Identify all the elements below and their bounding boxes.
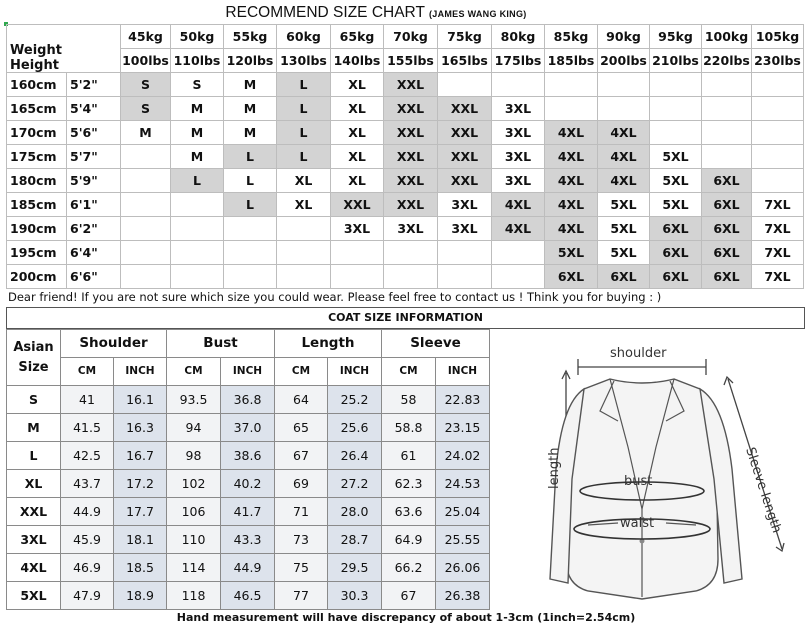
size-cell: 5XL xyxy=(598,241,650,265)
unit-header: INCH xyxy=(114,358,167,386)
measurement-cell: 41.5 xyxy=(61,414,114,442)
size-cell: 4XL xyxy=(545,193,598,217)
measurement-cell: 47.9 xyxy=(61,582,114,610)
measurement-cell: 67 xyxy=(382,582,436,610)
size-cell: L xyxy=(277,121,331,145)
measurement-cell: 94 xyxy=(167,414,221,442)
size-cell: XXL xyxy=(438,145,492,169)
asian-size-cell: L xyxy=(7,442,61,470)
size-cell: S xyxy=(121,73,171,97)
size-cell: 4XL xyxy=(492,193,545,217)
size-cell: M xyxy=(171,145,224,169)
measurement-cell: 26.06 xyxy=(436,554,490,582)
size-cell xyxy=(702,121,752,145)
kg-header-cell: 50kg xyxy=(171,25,224,49)
height-row xyxy=(7,121,804,145)
contact-note: Dear friend! If you are not sure which size you could wear. Please feel free to contact us ! Think you for buying : ) xyxy=(8,290,662,304)
measurement-cell: 38.6 xyxy=(221,442,275,470)
measurement-cell: 41 xyxy=(61,386,114,414)
height-cm-cell: 195cm xyxy=(7,241,67,265)
lbs-header-cell: 155lbs xyxy=(384,49,438,73)
lbs-header-cell: 220lbs xyxy=(702,49,752,73)
height-ft-cell: 5'4" xyxy=(67,97,121,121)
size-cell: XL xyxy=(277,193,331,217)
coat-size-row xyxy=(7,470,490,498)
height-row xyxy=(7,217,804,241)
height-cm-cell: 185cm xyxy=(7,193,67,217)
chart-title xyxy=(0,2,752,24)
size-cell: XXL xyxy=(384,193,438,217)
measurement-cell: 18.9 xyxy=(114,582,167,610)
measurement-cell: 17.2 xyxy=(114,470,167,498)
size-cell: 3XL xyxy=(492,97,545,121)
measurement-cell: 22.83 xyxy=(436,386,490,414)
measurement-cell: 40.2 xyxy=(221,470,275,498)
chart-title-brand: (JAMES WANG KING) xyxy=(428,9,527,19)
size-cell: M xyxy=(121,121,171,145)
size-cell xyxy=(331,265,384,289)
size-cell: M xyxy=(224,73,277,97)
size-cell: XXL xyxy=(384,169,438,193)
measurement-cell: 44.9 xyxy=(221,554,275,582)
size-cell: 6XL xyxy=(702,265,752,289)
height-cm-cell: 160cm xyxy=(7,73,67,97)
measure-group-header: Length xyxy=(275,330,382,358)
size-cell: 7XL xyxy=(752,193,804,217)
measurement-cell: 41.7 xyxy=(221,498,275,526)
size-cell: 6XL xyxy=(702,193,752,217)
measurement-cell: 16.7 xyxy=(114,442,167,470)
height-ft-cell: 6'6" xyxy=(67,265,121,289)
kg-header-cell: 105kg xyxy=(752,25,804,49)
measurement-cell: 23.15 xyxy=(436,414,490,442)
measurement-cell: 36.8 xyxy=(221,386,275,414)
size-cell: 3XL xyxy=(492,169,545,193)
measurement-cell: 75 xyxy=(275,554,328,582)
measurement-cell: 110 xyxy=(167,526,221,554)
size-cell xyxy=(598,73,650,97)
asian-size-cell: XL xyxy=(7,470,61,498)
size-cell: 3XL xyxy=(492,145,545,169)
size-cell xyxy=(277,217,331,241)
size-cell xyxy=(171,265,224,289)
size-cell xyxy=(438,241,492,265)
height-row xyxy=(7,73,804,97)
height-ft-cell: 5'2" xyxy=(67,73,121,97)
size-cell: XXL xyxy=(438,121,492,145)
coat-group-row xyxy=(7,330,490,358)
coat-size-info-title: COAT SIZE INFORMATION xyxy=(6,307,805,329)
kg-header-cell: 95kg xyxy=(650,25,702,49)
unit-header: INCH xyxy=(328,358,382,386)
size-cell: 3XL xyxy=(492,121,545,145)
measurement-cell: 65 xyxy=(275,414,328,442)
asian-size-cell: 4XL xyxy=(7,554,61,582)
coat-size-row xyxy=(7,554,490,582)
lbs-header-cell: 110lbs xyxy=(171,49,224,73)
height-ft-cell: 5'6" xyxy=(67,121,121,145)
size-cell xyxy=(171,193,224,217)
lbs-header-cell: 185lbs xyxy=(545,49,598,73)
lbs-header-cell: 230lbs xyxy=(752,49,804,73)
size-cell: 4XL xyxy=(598,145,650,169)
size-cell: 3XL xyxy=(384,217,438,241)
weight-header-cell xyxy=(7,25,121,73)
coat-size-row xyxy=(7,414,490,442)
kg-header-cell: 55kg xyxy=(224,25,277,49)
unit-header: INCH xyxy=(436,358,490,386)
size-cell xyxy=(277,241,331,265)
size-cell: 6XL xyxy=(545,265,598,289)
measurement-cell: 29.5 xyxy=(328,554,382,582)
size-cell xyxy=(277,265,331,289)
recommend-size-table xyxy=(6,24,804,289)
unit-header: CM xyxy=(167,358,221,386)
size-cell xyxy=(171,241,224,265)
size-cell xyxy=(121,145,171,169)
size-cell: 4XL xyxy=(545,169,598,193)
size-cell: 3XL xyxy=(331,217,384,241)
size-cell: M xyxy=(171,97,224,121)
kg-header-cell: 80kg xyxy=(492,25,545,49)
size-cell xyxy=(384,241,438,265)
size-cell: XXL xyxy=(384,121,438,145)
size-cell xyxy=(384,265,438,289)
size-cell: XXL xyxy=(331,193,384,217)
size-cell: XXL xyxy=(384,97,438,121)
kg-header-cell: 100kg xyxy=(702,25,752,49)
size-cell: S xyxy=(121,97,171,121)
lbs-header-cell: 120lbs xyxy=(224,49,277,73)
height-ft-cell: 5'9" xyxy=(67,169,121,193)
size-cell: 7XL xyxy=(752,217,804,241)
size-cell xyxy=(492,265,545,289)
lbs-header-cell: 130lbs xyxy=(277,49,331,73)
size-cell: 3XL xyxy=(438,193,492,217)
kg-header-cell: 90kg xyxy=(598,25,650,49)
size-cell: L xyxy=(224,169,277,193)
height-row xyxy=(7,241,804,265)
lbs-header-cell: 175lbs xyxy=(492,49,545,73)
measurement-cell: 102 xyxy=(167,470,221,498)
size-cell: 4XL xyxy=(492,217,545,241)
asian-size-header xyxy=(7,330,61,386)
weight-lbs-row xyxy=(7,49,804,73)
size-cell: 5XL xyxy=(545,241,598,265)
height-row xyxy=(7,97,804,121)
measurement-cell: 28.7 xyxy=(328,526,382,554)
measurement-cell: 98 xyxy=(167,442,221,470)
size-cell xyxy=(752,73,804,97)
lbs-header-cell: 165lbs xyxy=(438,49,492,73)
coat-size-row xyxy=(7,386,490,414)
size-label: Size xyxy=(18,359,49,375)
kg-header-cell: 85kg xyxy=(545,25,598,49)
measurement-cell: 62.3 xyxy=(382,470,436,498)
size-cell: 6XL xyxy=(702,169,752,193)
height-cm-cell: 165cm xyxy=(7,97,67,121)
lbs-header-cell: 140lbs xyxy=(331,49,384,73)
measurement-cell: 93.5 xyxy=(167,386,221,414)
coat-size-row xyxy=(7,526,490,554)
measurement-cell: 114 xyxy=(167,554,221,582)
unit-header: CM xyxy=(275,358,328,386)
size-cell xyxy=(438,265,492,289)
measurement-cell: 64.9 xyxy=(382,526,436,554)
size-cell: 5XL xyxy=(598,193,650,217)
kg-header-cell: 45kg xyxy=(121,25,171,49)
size-cell: M xyxy=(224,97,277,121)
measurement-cell: 24.02 xyxy=(436,442,490,470)
size-cell: S xyxy=(171,73,224,97)
size-cell xyxy=(492,73,545,97)
kg-header-cell: 75kg xyxy=(438,25,492,49)
kg-header-cell: 65kg xyxy=(331,25,384,49)
height-cm-cell: 175cm xyxy=(7,145,67,169)
size-cell: 4XL xyxy=(545,145,598,169)
measurement-cell: 71 xyxy=(275,498,328,526)
height-ft-cell: 6'2" xyxy=(67,217,121,241)
size-cell: 6XL xyxy=(650,217,702,241)
sleeve-length-label: Sleeve length xyxy=(742,445,785,535)
height-cm-cell: 180cm xyxy=(7,169,67,193)
size-cell xyxy=(224,241,277,265)
coat-size-row xyxy=(7,582,490,610)
size-cell xyxy=(224,217,277,241)
size-cell: XL xyxy=(331,73,384,97)
coat-unit-row xyxy=(7,358,490,386)
size-cell xyxy=(545,73,598,97)
size-cell xyxy=(171,217,224,241)
size-cell xyxy=(650,121,702,145)
size-cell xyxy=(702,145,752,169)
measurement-cell: 25.55 xyxy=(436,526,490,554)
size-cell: 3XL xyxy=(438,217,492,241)
size-cell: L xyxy=(277,73,331,97)
lbs-header-cell: 100lbs xyxy=(121,49,171,73)
measurement-cell: 66.2 xyxy=(382,554,436,582)
measurement-cell: 30.3 xyxy=(328,582,382,610)
measurement-cell: 16.3 xyxy=(114,414,167,442)
measurement-cell: 26.4 xyxy=(328,442,382,470)
size-cell xyxy=(438,73,492,97)
size-cell xyxy=(121,265,171,289)
measurement-cell: 73 xyxy=(275,526,328,554)
size-cell xyxy=(224,265,277,289)
asian-size-cell: S xyxy=(7,386,61,414)
measurement-cell: 25.6 xyxy=(328,414,382,442)
height-ft-cell: 5'7" xyxy=(67,145,121,169)
measurement-cell: 27.2 xyxy=(328,470,382,498)
asian-label: Asian xyxy=(13,339,54,355)
measurement-cell: 44.9 xyxy=(61,498,114,526)
measurement-cell: 58.8 xyxy=(382,414,436,442)
measurement-disclaimer: Hand measurement will have discrepancy of about 1-3cm (1inch=2.54cm) xyxy=(176,611,636,624)
size-cell: 4XL xyxy=(598,121,650,145)
size-cell xyxy=(752,121,804,145)
size-cell xyxy=(752,169,804,193)
size-cell: 6XL xyxy=(702,217,752,241)
size-cell: XXL xyxy=(438,97,492,121)
measurement-cell: 106 xyxy=(167,498,221,526)
waist-label: waist xyxy=(620,516,655,531)
measurement-cell: 45.9 xyxy=(61,526,114,554)
measurement-cell: 46.9 xyxy=(61,554,114,582)
size-cell: L xyxy=(277,97,331,121)
size-cell xyxy=(650,97,702,121)
size-cell xyxy=(331,241,384,265)
height-row xyxy=(7,169,804,193)
size-cell: 5XL xyxy=(650,145,702,169)
size-cell xyxy=(752,145,804,169)
size-cell xyxy=(545,97,598,121)
height-cm-cell: 170cm xyxy=(7,121,67,145)
coat-size-row xyxy=(7,498,490,526)
measurement-cell: 61 xyxy=(382,442,436,470)
measurement-cell: 46.5 xyxy=(221,582,275,610)
jacket-measurement-diagram xyxy=(492,329,802,606)
size-cell: L xyxy=(277,145,331,169)
bust-label: bust xyxy=(624,474,653,489)
size-cell: L xyxy=(171,169,224,193)
size-cell: 5XL xyxy=(650,169,702,193)
height-cm-cell: 200cm xyxy=(7,265,67,289)
unit-header: CM xyxy=(382,358,436,386)
size-cell: L xyxy=(224,193,277,217)
measurement-cell: 77 xyxy=(275,582,328,610)
height-label: Height xyxy=(10,58,59,73)
asian-size-cell: XXL xyxy=(7,498,61,526)
size-cell: 4XL xyxy=(545,121,598,145)
measure-group-header: Sleeve xyxy=(382,330,490,358)
size-cell xyxy=(650,73,702,97)
measurement-cell: 64 xyxy=(275,386,328,414)
size-cell: M xyxy=(224,121,277,145)
asian-size-cell: 3XL xyxy=(7,526,61,554)
measurement-cell: 24.53 xyxy=(436,470,490,498)
height-ft-cell: 6'1" xyxy=(67,193,121,217)
size-cell: XL xyxy=(331,121,384,145)
height-row xyxy=(7,265,804,289)
measurement-cell: 67 xyxy=(275,442,328,470)
size-cell: L xyxy=(224,145,277,169)
size-cell xyxy=(752,97,804,121)
size-cell: XXL xyxy=(438,169,492,193)
size-cell xyxy=(121,241,171,265)
measurement-cell: 63.6 xyxy=(382,498,436,526)
shoulder-label: shoulder xyxy=(610,346,667,361)
asian-size-cell: 5XL xyxy=(7,582,61,610)
size-cell: 7XL xyxy=(752,241,804,265)
chart-title-main: RECOMMEND SIZE CHART xyxy=(225,4,425,21)
measurement-cell: 18.5 xyxy=(114,554,167,582)
size-cell: 5XL xyxy=(598,217,650,241)
length-label: length xyxy=(547,447,562,489)
size-cell xyxy=(702,73,752,97)
size-cell: 6XL xyxy=(598,265,650,289)
kg-header-cell: 70kg xyxy=(384,25,438,49)
size-cell: 5XL xyxy=(650,193,702,217)
size-cell: M xyxy=(171,121,224,145)
measure-group-header: Bust xyxy=(167,330,275,358)
unit-header: CM xyxy=(61,358,114,386)
measurement-cell: 28.0 xyxy=(328,498,382,526)
size-cell: XXL xyxy=(384,145,438,169)
size-cell: 4XL xyxy=(598,169,650,193)
height-row xyxy=(7,193,804,217)
size-cell xyxy=(492,241,545,265)
size-cell: 6XL xyxy=(702,241,752,265)
lbs-header-cell: 210lbs xyxy=(650,49,702,73)
height-ft-cell: 6'4" xyxy=(67,241,121,265)
height-row xyxy=(7,145,804,169)
measurement-cell: 26.38 xyxy=(436,582,490,610)
measurement-cell: 18.1 xyxy=(114,526,167,554)
measurement-cell: 58 xyxy=(382,386,436,414)
height-cm-cell: 190cm xyxy=(7,217,67,241)
size-cell: XXL xyxy=(384,73,438,97)
size-cell xyxy=(121,193,171,217)
size-cell xyxy=(121,169,171,193)
weight-label: Weight xyxy=(10,43,62,58)
size-cell: XL xyxy=(331,97,384,121)
measurement-cell: 42.5 xyxy=(61,442,114,470)
size-cell xyxy=(702,97,752,121)
measurement-cell: 43.7 xyxy=(61,470,114,498)
coat-size-table xyxy=(6,329,490,610)
measurement-cell: 37.0 xyxy=(221,414,275,442)
size-cell xyxy=(121,217,171,241)
weight-kg-row xyxy=(7,25,804,49)
coat-size-row xyxy=(7,442,490,470)
size-cell: 6XL xyxy=(650,265,702,289)
measurement-cell: 17.7 xyxy=(114,498,167,526)
measurement-cell: 16.1 xyxy=(114,386,167,414)
measurement-cell: 118 xyxy=(167,582,221,610)
size-cell: XL xyxy=(331,145,384,169)
size-cell: XL xyxy=(277,169,331,193)
size-cell: 6XL xyxy=(650,241,702,265)
asian-size-cell: M xyxy=(7,414,61,442)
measurement-cell: 69 xyxy=(275,470,328,498)
unit-header: INCH xyxy=(221,358,275,386)
lbs-header-cell: 200lbs xyxy=(598,49,650,73)
measurement-cell: 25.04 xyxy=(436,498,490,526)
size-cell: 4XL xyxy=(545,217,598,241)
measure-group-header: Shoulder xyxy=(61,330,167,358)
size-cell xyxy=(598,97,650,121)
size-cell: XL xyxy=(331,169,384,193)
measurement-cell: 43.3 xyxy=(221,526,275,554)
measurement-cell: 25.2 xyxy=(328,386,382,414)
size-cell: 7XL xyxy=(752,265,804,289)
kg-header-cell: 60kg xyxy=(277,25,331,49)
